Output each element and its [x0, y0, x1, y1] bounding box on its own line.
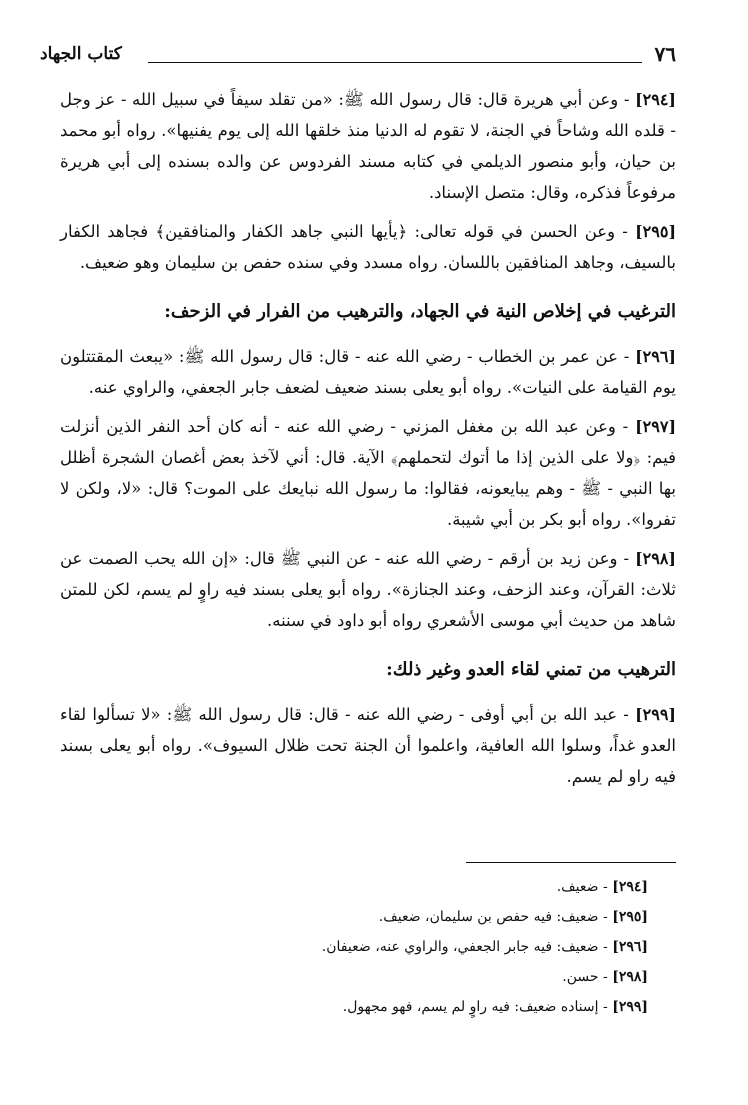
page-header	[40, 38, 676, 72]
footnote-text: - ضعيف: فيه جابر الجعفي، والراوي عنه، ضعيفان.	[321, 939, 608, 955]
hadith-text: - وعن الحسن في قوله تعالى: ﴿يأيها النبي جاهد الكفار والمنافقين﴾ فجاهد الكفار بالسيف، وجاهد المنافقين باللسان. رواه مسدد وفي سنده حفص بن سليمان وهو ضعيف.	[60, 222, 676, 272]
hadith-text: - عن عمر بن الخطاب - رضي الله عنه - قال: قال رسول الله ﷺ: «يبعث المقتتلون يوم القيامة على النيات». رواه أبو يعلى بسند ضعيف لضعف جابر الجعفي، والراوي عنه.	[60, 347, 676, 397]
footnote-text: - إسناده ضعيف: فيه راوٍ لم يسم، فهو مجهول.	[342, 999, 608, 1015]
footnote-divider	[466, 862, 676, 863]
footnote-text: - ضعيف.	[556, 879, 608, 895]
hadith-296	[60, 341, 676, 403]
hadith-number: [٢٩٨]	[635, 549, 676, 568]
footnote-number: [٢٩٥]	[612, 909, 648, 925]
hadith-297	[60, 411, 676, 535]
page-number: ٧٦	[654, 42, 676, 66]
footnote-item	[60, 932, 648, 962]
footnote-number: [٢٩٨]	[612, 969, 648, 985]
hadith-number: [٢٩٦]	[635, 347, 676, 366]
hadith-298	[60, 543, 676, 636]
footnote-text: - حسن.	[562, 969, 608, 985]
hadith-number: [٢٩٩]	[635, 705, 676, 724]
hadith-text: - وعن عبد الله بن مغفل المزني - رضي الله عنه - أنه كان أحد النفر الذين أنزلت فيم: ﴿ولا على الذين إذا ما أتوك لتحملهم﴾ الآية. قال: أني لآخذ بعض أغصان الشجرة أظلل بها النبي - ﷺ - وهم يبايعونه، فقالوا: ما رسول الله نبايعك على الموت؟ قال: «لا، ولكن لا تفروا». رواه أبو بكر بن أبي شيبة.	[60, 417, 676, 529]
hadith-294	[60, 84, 676, 208]
footnote-number: [٢٩٦]	[612, 939, 648, 955]
hadith-text: - وعن زيد بن أرقم - رضي الله عنه - عن النبي ﷺ قال: «إن الله يحب الصمت عن ثلاث: القرآن، وعند الزحف، وعند الجنازة». رواه أبو يعلى بسند فيه راوٍ لم يسم، لكن للمتن شاهد من حديث أبي موسى الأشعري رواه أبو داود في سننه.	[60, 549, 676, 630]
hadith-text: - عبد الله بن أبي أوفى - رضي الله عنه - قال: قال رسول الله ﷺ: «لا تسألوا لقاء العدو غداً، وسلوا الله العافية، واعلموا أن الجنة تحت ظلال السيوف». رواه أبو يعلى بسند فيه راو لم يسم.	[60, 705, 676, 786]
footnote-item	[60, 962, 648, 992]
footnote-item	[60, 992, 648, 1022]
footnote-number: [٢٩٩]	[612, 999, 648, 1015]
hadith-number: [٢٩٤]	[635, 90, 676, 109]
header-rule	[148, 62, 642, 63]
hadith-299	[60, 699, 676, 792]
footnote-number: [٢٩٤]	[612, 879, 648, 895]
hadith-text: - وعن أبي هريرة قال: قال رسول الله ﷺ: «من تقلد سيفاً في سبيل الله - عز وجل - قلده الله وشاحاً في الجنة، لا تقوم له الدنيا منذ خلقها الله إلى يوم يفنيها». رواه أبو محمد بن حيان، وأبو منصور الديلمي في كتابه مسند الفردوس عن والده بسنده إلى أبي هريرة مرفوعاً فذكره، وقال: متصل الإسناد.	[60, 90, 676, 202]
footnotes	[60, 872, 648, 1022]
hadith-number: [٢٩٧]	[635, 417, 677, 436]
section-heading-enemy: الترهيب من تمني لقاء العدو وغير ذلك:	[386, 659, 676, 680]
hadith-295	[60, 216, 676, 278]
hadith-number: [٢٩٥]	[635, 222, 677, 241]
footnote-text: - ضعيف: فيه حفص بن سليمان، ضعيف.	[378, 909, 608, 925]
main-text	[60, 84, 676, 800]
book-title: كتاب الجهاد	[40, 44, 122, 64]
footnote-item	[60, 872, 648, 902]
section-heading-sincerity: الترغيب في إخلاص النية في الجهاد، والترهيب من الفرار في الزحف:	[164, 301, 676, 322]
footnote-item	[60, 902, 648, 932]
